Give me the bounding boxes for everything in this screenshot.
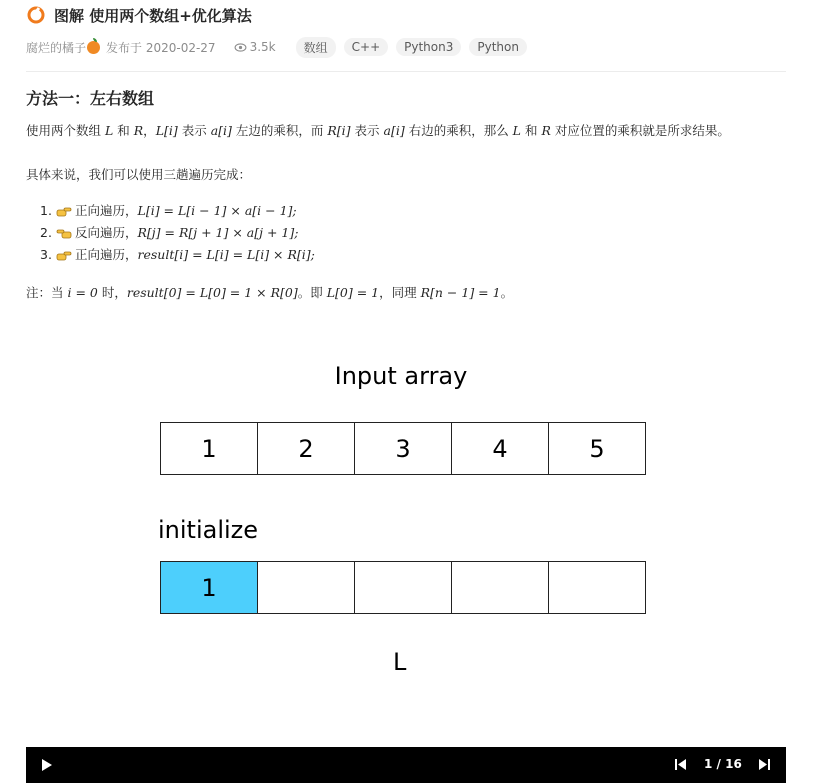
next-slide-icon[interactable] xyxy=(759,759,770,770)
post-title: 图解 使用两个数组+优化算法 xyxy=(54,6,252,25)
paragraph-steps-intro: 具体来说，我们可以使用三趟遍历完成： xyxy=(26,167,252,182)
l-cell xyxy=(452,562,549,613)
input-cell: 4 xyxy=(452,423,549,474)
tag-python3[interactable]: Python3 xyxy=(396,38,461,56)
tag-array[interactable]: 数组 xyxy=(296,37,336,58)
input-cell: 3 xyxy=(355,423,452,474)
l-cell xyxy=(549,562,645,613)
input-cell: 5 xyxy=(589,434,605,463)
tag-cpp[interactable]: C++ xyxy=(344,38,389,56)
post-meta xyxy=(26,37,535,57)
play-icon[interactable] xyxy=(42,759,52,771)
l-cell xyxy=(258,562,355,613)
list-item: 2. 反向遍历， R[j] = R[j + 1] × a[j + 1]; xyxy=(40,225,299,240)
l-array xyxy=(160,561,646,614)
section-heading: 方法一：左右数组 xyxy=(26,89,155,108)
list-item: 3. 正向遍历， result[i] = L[i] = L[i] × R[i]; xyxy=(40,247,315,262)
publish-date: 发布于 2020-02-27 xyxy=(106,40,216,55)
slide-player-bar xyxy=(26,747,786,783)
steps-list xyxy=(40,200,315,266)
previous-slide-icon[interactable] xyxy=(675,759,686,770)
note: 注：当 i = 0 时，result[0] = L[0] = 1 × R[0]。即 L[0] = 1，同理 R[n − 1] = 1。 xyxy=(26,285,514,300)
slide-title: Input array xyxy=(334,362,468,390)
slide-page-indicator: 1 / 16 xyxy=(704,757,742,771)
input-array xyxy=(160,422,646,475)
input-cell: 1 xyxy=(161,423,258,474)
view-count: 3.5k xyxy=(249,40,276,54)
initialize-label: initialize xyxy=(158,516,259,544)
l-cell: 1 xyxy=(161,562,258,613)
tag-python[interactable]: Python xyxy=(469,38,527,56)
hand-right-icon xyxy=(56,249,72,261)
title-row xyxy=(26,4,252,26)
hand-left-icon xyxy=(56,227,72,239)
author-name[interactable]: 腐烂的橘子 xyxy=(26,40,87,55)
leetcode-logo-icon xyxy=(26,5,46,25)
paragraph-intro: 使用两个数组 L 和 R，L[i] 表示 a[i] 左边的乘积，而 R[i] 表示 a[i] 右边的乘积，那么 L 和 R 对应位置的乘积就是所求结果。 xyxy=(26,123,730,138)
eye-icon xyxy=(234,43,247,52)
hand-right-icon xyxy=(56,205,72,217)
list-item: 1. 正向遍历， L[i] = L[i − 1] × a[i − 1]; xyxy=(40,203,297,218)
author-avatar-icon[interactable] xyxy=(87,41,100,54)
l-array-label: L xyxy=(393,648,407,676)
l-cell xyxy=(355,562,452,613)
input-cell: 2 xyxy=(258,423,355,474)
divider xyxy=(26,71,786,72)
